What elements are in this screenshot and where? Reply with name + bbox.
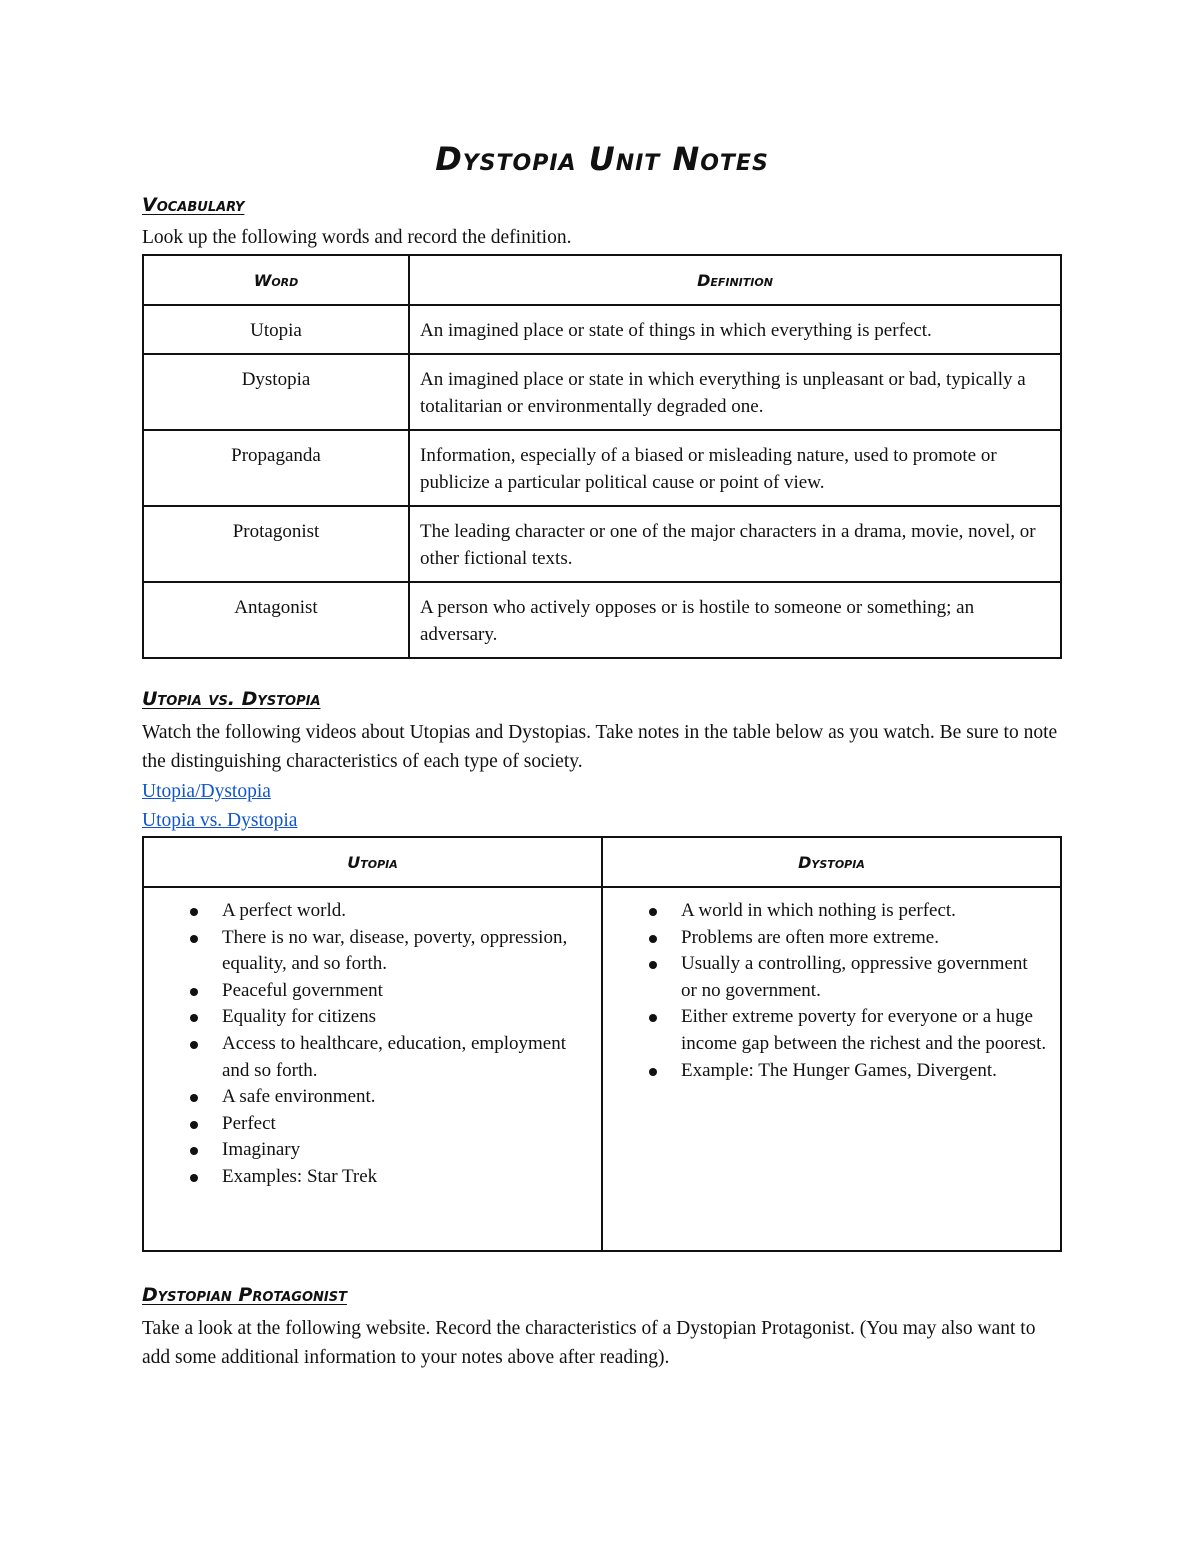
utopia-notes-list — [156, 898, 589, 1191]
utopia-dystopia-notes-table — [142, 836, 1062, 1252]
list-item: Either extreme poverty for everyone or a huge income gap between the richest and the poorest. — [681, 1004, 1048, 1057]
list-item: A world in which nothing is perfect. — [681, 898, 1048, 925]
table-header-row — [143, 255, 1061, 305]
table-row — [143, 506, 1061, 582]
dystopian-protagonist-instruction: Take a look at the following website. Record the characteristics of a Dystopian Protagonist. (You may also want to add some additional information to your notes above after reading). — [142, 1318, 1036, 1368]
list-item: Access to healthcare, education, employment and so forth. — [222, 1031, 589, 1084]
utopia-dystopia-video-link[interactable]: Utopia/Dystopia — [142, 781, 271, 802]
utopia-vs-dystopia-video-link[interactable]: Utopia vs. Dystopia — [142, 810, 298, 831]
list-item: Examples: Star Trek — [222, 1164, 589, 1191]
dystopia-notes-cell — [602, 887, 1061, 1251]
vocabulary-instruction: Look up the following words and record the definition. — [142, 227, 572, 248]
utopia-column-header: Utopia — [143, 837, 602, 887]
list-item: Equality for citizens — [222, 1004, 589, 1031]
vocab-definition: Information, especially of a biased or misleading nature, used to promote or publicize a particular political cause or point of view. — [409, 430, 1061, 506]
vocab-word: Dystopia — [143, 354, 409, 430]
utopia-vs-dystopia-heading: Utopia vs. Dystopia — [142, 688, 321, 710]
vocabulary-table — [142, 254, 1062, 659]
table-row — [143, 305, 1061, 354]
dystopian-protagonist-heading: Dystopian Protagonist — [142, 1284, 347, 1306]
utopia-vs-dystopia-instruction: Watch the following videos about Utopias and Dystopias. Take notes in the table below as you watch. Be sure to note the distinguishing characteristics of each type of society. — [142, 722, 1058, 772]
list-item: Imaginary — [222, 1137, 589, 1164]
definition-column-header: Definition — [409, 255, 1061, 305]
table-row — [143, 354, 1061, 430]
table-row — [143, 582, 1061, 658]
table-row — [143, 430, 1061, 506]
document-title: Dystopia Unit Notes — [435, 140, 769, 178]
list-item: Peaceful government — [222, 978, 589, 1005]
vocab-definition: The leading character or one of the major characters in a drama, movie, novel, or other fictional texts. — [409, 506, 1061, 582]
vocabulary-heading: Vocabulary — [142, 194, 245, 216]
dystopia-column-header: Dystopia — [602, 837, 1061, 887]
vocab-definition: An imagined place or state in which everything is unpleasant or bad, typically a totalitarian or environmentally degraded one. — [409, 354, 1061, 430]
word-column-header: Word — [143, 255, 409, 305]
list-item: There is no war, disease, poverty, oppression, equality, and so forth. — [222, 925, 589, 978]
list-item: Problems are often more extreme. — [681, 925, 1048, 952]
vocab-definition: An imagined place or state of things in which everything is perfect. — [409, 305, 1061, 354]
list-item: A perfect world. — [222, 898, 589, 925]
table-header-row — [143, 837, 1061, 887]
vocab-word: Utopia — [143, 305, 409, 354]
vocab-word: Protagonist — [143, 506, 409, 582]
list-item: Usually a controlling, oppressive government or no government. — [681, 951, 1048, 1004]
table-row — [143, 887, 1061, 1251]
utopia-notes-cell — [143, 887, 602, 1251]
dystopia-notes-list — [615, 898, 1048, 1084]
vocab-definition: A person who actively opposes or is hostile to someone or something; an adversary. — [409, 582, 1061, 658]
vocab-word: Propaganda — [143, 430, 409, 506]
list-item: Example: The Hunger Games, Divergent. — [681, 1058, 1048, 1085]
list-item: A safe environment. — [222, 1084, 589, 1111]
vocab-word: Antagonist — [143, 582, 409, 658]
list-item: Perfect — [222, 1111, 589, 1138]
